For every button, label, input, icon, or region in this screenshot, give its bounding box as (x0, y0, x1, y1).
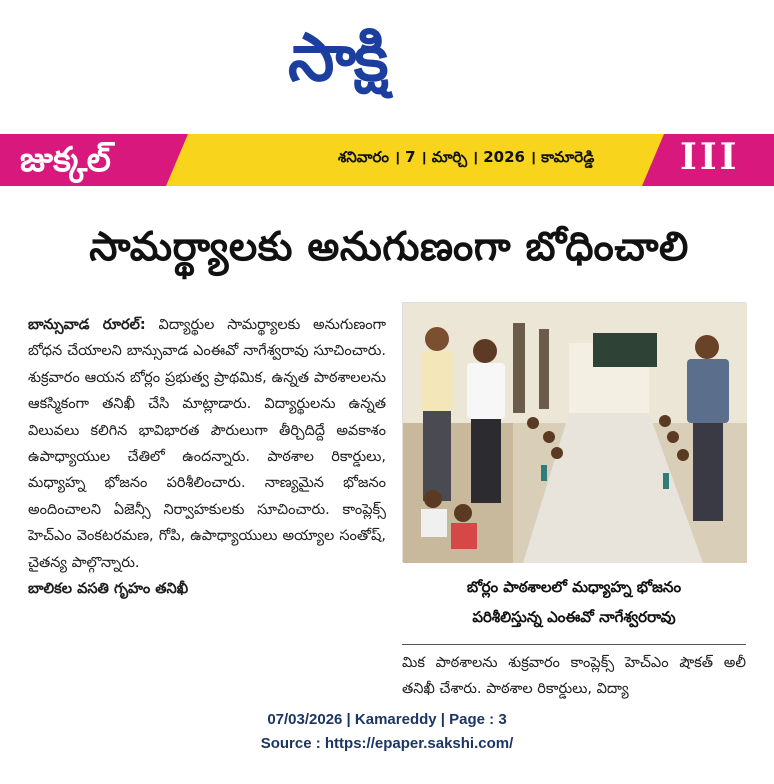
article-body (28, 312, 386, 602)
page-numeral: III (680, 136, 740, 178)
article-subhead: బాలికల వసతి గృహం తనిఖీ (28, 581, 189, 598)
headline: సామర్థ్యాలకు అనుగుణంగా బోధించాలి (89, 224, 689, 270)
news-photo (402, 302, 746, 562)
article-dateline: బాన్సువాడ రూరల్: (28, 317, 146, 333)
photo-caption (402, 566, 746, 640)
article-paragraph (28, 312, 386, 576)
footer-edition-info: 07/03/2026 | Kamareddy | Page : 3 (267, 711, 507, 728)
classroom-photo-illustration (403, 303, 747, 563)
footer-source: Source : https://epaper.sakshi.com/ (260, 735, 514, 752)
masthead (0, 0, 774, 132)
section-name: జుక్కల్ (20, 140, 111, 180)
caption-line-1: బోర్లం పాఠశాలలో మధ్యాహ్న భోజనం (466, 578, 682, 596)
page-footer (0, 708, 774, 756)
dateline: శనివారం । 7 । మార్చి । 2026 । కామారెడ్డి (338, 148, 595, 166)
article-continuation: మిక పాఠశాలను శుక్రవారం కాంప్లెక్స్ హెచ్ఎం షౌకత్ అలీ తనిఖీ చేశారు. పాఠశాల రికార్డులు, విద్యా (402, 655, 746, 697)
sakshi-logo: సాక్షి (288, 19, 387, 96)
article-text: విద్యార్థుల సామర్థ్యాలకు అనుగుణంగా బోధన చేయాలని బాన్సువాడ ఎంఈవో నాగేశ్వరావు సూచించారు. శుక్రవారం ఆయన బోర్లం ప్రభుత్వ ప్రాథమిక, ఉన్నత పాఠశాలలను ఆకస్మికంగా తనిఖీ చేసి మాట్లాడారు. విద్యార్థులను ఉన్నత విలువలు కలిగిన భావిభారత పౌరులుగా తీర్చిదిద్దే అవకాశం ఉపాధ్యాయుల చేతిలో ఉందన్నారు. పాఠశాల రికార్డులు, మధ్యాహ్న భోజనం పరిశీలించారు. నాణ్యమైన భోజనం అందించాలని ఏజెన్సీ నిర్వాహకులకు సూచించారు. కాంప్లెక్స్ హెచ్ఎం వెంకటరమణ, గోపి, ఉపాధ్యాయులు అయ్యాల సంతోష్, చైతన్య పాల్గొన్నారు. (28, 317, 386, 571)
caption-line-2: పరిశీలిస్తున్న ఎంఈవో నాగేశ్వరరావు (472, 608, 676, 626)
caption-divider (402, 644, 746, 645)
